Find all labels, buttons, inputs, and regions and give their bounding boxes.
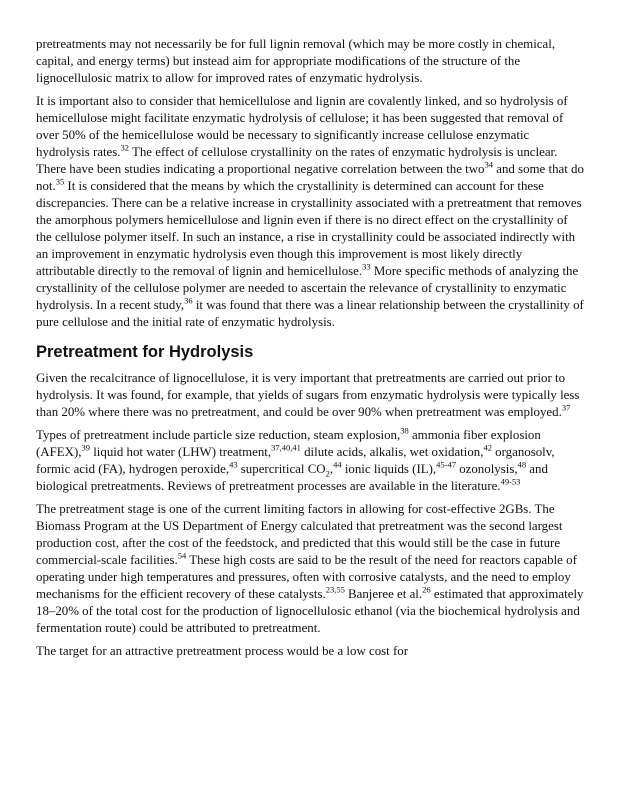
text: liquid hot water (LHW) treatment, <box>89 445 272 459</box>
text: The pretreatment stage is one of the current limiting factors in allowing for cost-effective 2GBs. The Biomass Program at the US Department of Energy calculated that pretreatment was the second largest production cost, after the cost of the feedstock, and predicted that this would still be the case in future commercial-scale facilities. <box>36 502 563 567</box>
text: ozonolysis, <box>455 462 518 476</box>
text: Given the recalcitrance of lignocellulose, it is very important that pretreatments are carried out prior to hydrolysis. It was found, for example, that yields of sugars from enzymatic hydrolysis were typically less than 20% where there was no pretreatment, and could be over 90% when pretreatment was employed. <box>36 371 580 419</box>
citation: 54 <box>177 550 187 561</box>
citation: 39 <box>81 442 90 453</box>
paragraph-hemicellulose-crystallinity <box>36 93 584 331</box>
citation: 49-53 <box>500 476 521 487</box>
paragraph-pretreatment-aims <box>36 36 584 87</box>
text: pretreatments may not necessarily be for full lignin removal (which may be more costly in chemical, capital, and energy terms) but instead aim for appropriate modifications of the structure of the lignocellulosic matrix to allow for improved rates of enzymatic hydrolysis. <box>36 37 556 85</box>
document-page <box>36 36 584 666</box>
text: The target for an attractive pretreatment process would be a low cost for <box>36 644 409 658</box>
text: organosolv, formic acid (FA), hydrogen peroxide, <box>36 445 555 476</box>
citation: 36 <box>184 295 193 306</box>
text: supercritical CO <box>237 462 326 476</box>
text: and biological pretreatments. Reviews of pretreatment processes are available in the literature. <box>36 462 548 493</box>
text: ammonia fiber explosion (AFEX), <box>36 428 541 459</box>
paragraph-pretreatment-types <box>36 427 584 495</box>
citation: 48 <box>517 459 527 470</box>
text: The effect of cellulose crystallinity on the rates of enzymatic hydrolysis is unclear. There have been studies indicating a proportional negative correlation between the two <box>36 145 558 176</box>
citation: 37 <box>561 402 571 413</box>
text: and some that do not. <box>36 162 584 193</box>
citation: 35 <box>55 176 65 187</box>
text: It is considered that the means by which the crystallinity is determined can account for these discrepancies. There can be a relative increase in crystallinity associated with a pretreatment that removes the amorphous polymers hemicellulose and lignin even if there is no direct effect on the crystallinity of the cellulose polymer itself. In such an instance, a rise in crystallinity could be associated indirectly with an improvement in enzymatic hydrolysis even though this improvement is most likely directly attributable directly to the removal of lignin and hemicellulose. <box>36 179 582 278</box>
text: dilute acids, alkalis, wet oxidation, <box>300 445 484 459</box>
text: Banjeree et al. <box>344 587 423 601</box>
text: it was found that there was a linear relationship between the crystallinity of pure cellulose and the initial rate of enzymatic hydrolysis. <box>36 298 584 329</box>
citation: 26 <box>422 584 431 595</box>
paragraph-pretreatment-costs <box>36 501 584 637</box>
citation: 38 <box>400 425 409 436</box>
citation: 43 <box>229 459 238 470</box>
citation: 37,40,41 <box>271 442 301 453</box>
citation: 33 <box>362 261 371 272</box>
text: More specific methods of analyzing the crystallinity of the cellulose polymer are needed to ascertain the relevance of crystallinity to enzymatic hydrolysis. In a recent study, <box>36 264 579 312</box>
citation: 42 <box>483 442 492 453</box>
citation: 23,55 <box>325 584 345 595</box>
text: , <box>329 462 334 476</box>
citation: 32 <box>120 142 129 153</box>
text: Types of pretreatment include particle size reduction, steam explosion, <box>36 428 401 442</box>
text: estimated that approximately 18–20% of the total cost for the production of lignocellulosic ethanol (via the biochemical hydrolysis and fermentation route) could be attributed to pretreatment. <box>36 587 584 635</box>
citation: 34 <box>484 159 493 170</box>
text: These high costs are said to be the result of the need for reactors capable of operating under high temperatures and pressures, often with corrosive catalysts, and the need to employ mechanisms for the efficient recovery of these catalysts. <box>36 553 577 601</box>
citation: 44 <box>333 459 342 470</box>
citation: 45-47 <box>436 459 456 470</box>
text: ionic liquids (IL), <box>341 462 437 476</box>
section-heading: Pretreatment for Hydrolysis <box>36 343 254 361</box>
text: It is important also to consider that hemicellulose and lignin are covalently linked, and so hydrolysis of hemicellulose might facilitate enzymatic hydrolysis of cellulose; it has been suggested that removal of over 50% of the hemicellulose would be necessary to significantly increase cellulose enzymatic hydrolysis rates. <box>36 94 568 159</box>
paragraph-recalcitrance <box>36 370 584 421</box>
subscript: 2 <box>325 468 330 479</box>
paragraph-target <box>36 643 584 660</box>
